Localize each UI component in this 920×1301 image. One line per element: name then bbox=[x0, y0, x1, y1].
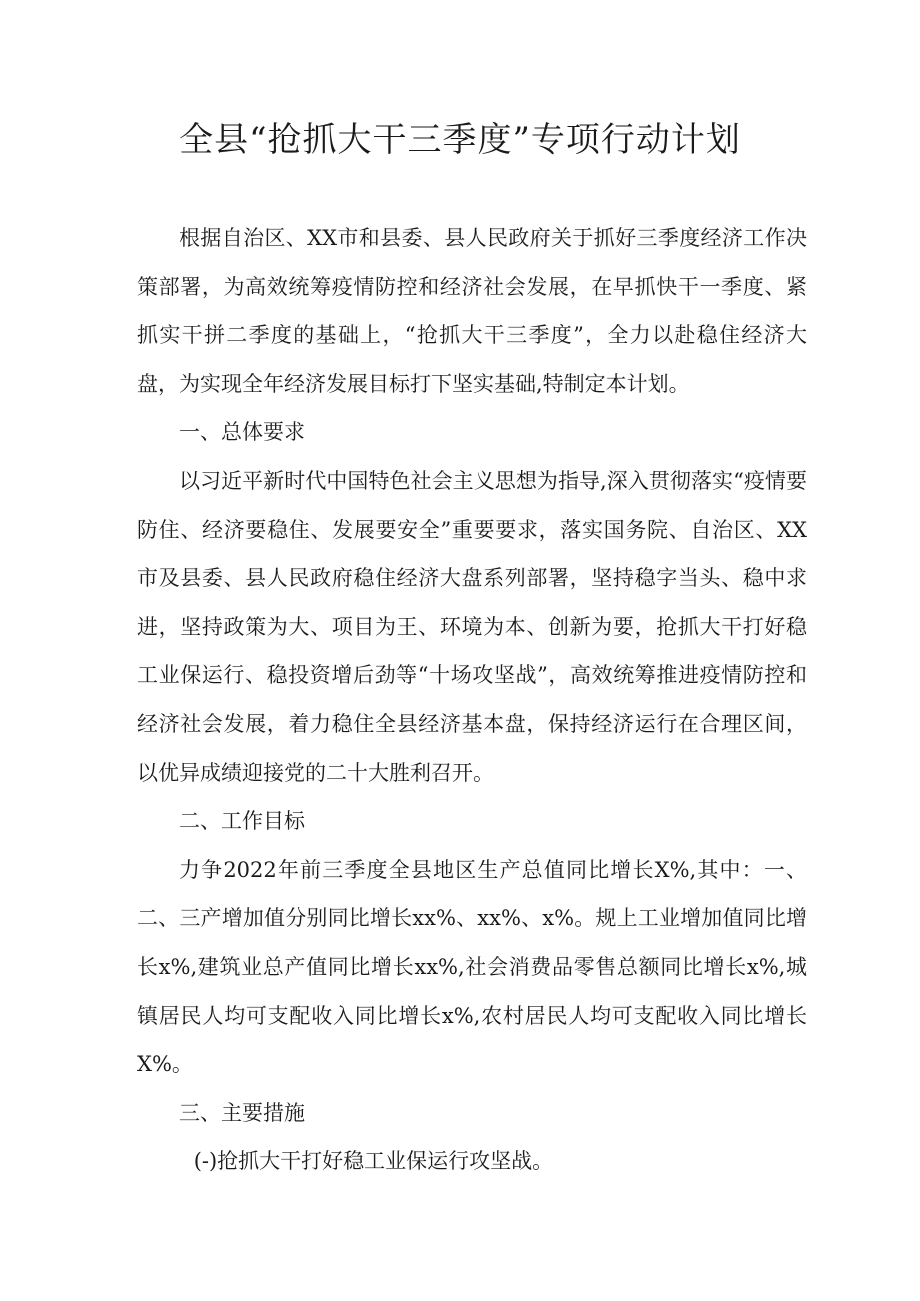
subsection-heading-industry: (-)抢抓大干打好稳工业保运行攻坚战。 bbox=[193, 1149, 554, 1174]
document-title: 全县“抢抓大干三季度”专项行动计划 bbox=[179, 120, 741, 160]
document-body bbox=[137, 214, 807, 1186]
section-heading-overall-requirements: 一、总体要求 bbox=[179, 420, 305, 445]
section-heading-main-measures: 三、主要措施 bbox=[179, 1100, 305, 1125]
overall-requirements-paragraph: 以习近平新时代中国特色社会主义思想为指导,深入贯彻落实“疫情要防住、经济要稳住、发展要安全”重要要求，落实国务院、自治区、XX市及县委、县人民政府稳住经济大盘系列部署，坚持稳字当头、稳中求进，坚持政策为大、项目为王、环境为本、创新为要，抢抓大干打好稳工业保运行、稳投资增后劲等“十场攻坚战”，高效统筹推进疫情防控和经济社会发展，着力稳住全县经济基本盘，保持经济运行在合理区间，以优异成绩迎接党的二十大胜利召开。 bbox=[137, 468, 807, 785]
work-goals-paragraph: 力争2022年前三季度全县地区生产总值同比增长X%,其中：一、二、三产增加值分别同比增长xx%、xx%、x%。规上工业增加值同比增长x%,建筑业总产值同比增长xx%,社会消费品零售总额同比增长x%,城镇居民人均可支配收入同比增长x%,农村居民人均可支配收入同比增长X%。 bbox=[137, 857, 807, 1077]
section-heading-work-goals: 二、工作目标 bbox=[179, 809, 305, 834]
intro-paragraph: 根据自治区、XX市和县委、县人民政府关于抓好三季度经济工作决策部署，为高效统筹疫情防控和经济社会发展，在早抓快干一季度、紧抓实干拼二季度的基础上，“抢抓大干三季度”，全力以赴稳住经济大盘，为实现全年经济发展目标打下坚实基础,特制定本计划。 bbox=[137, 226, 807, 396]
